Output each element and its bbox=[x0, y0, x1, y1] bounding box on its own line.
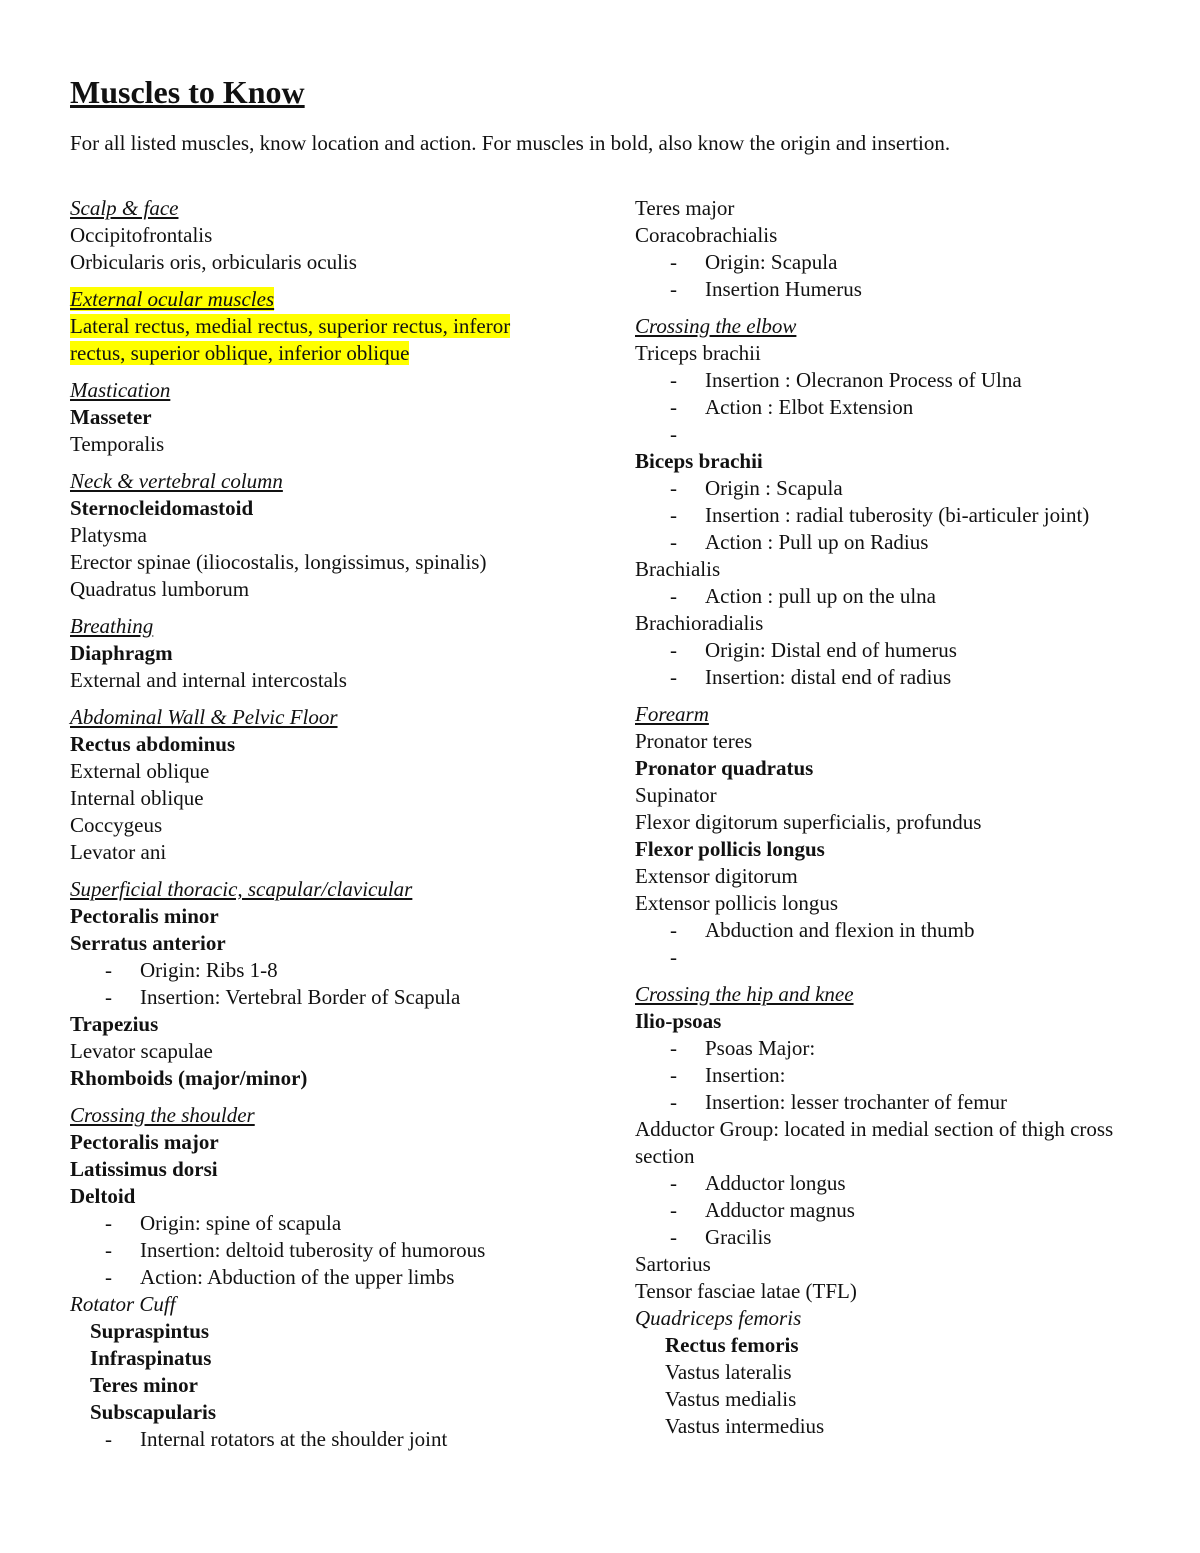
intro-text: For all listed muscles, know location and action. For muscles in bold, also know the origin and insertion. bbox=[70, 131, 951, 155]
muscle-name: Brachioradialis bbox=[635, 611, 764, 635]
muscle-item bbox=[70, 222, 570, 249]
muscle-item bbox=[70, 522, 570, 549]
muscle-item bbox=[70, 1011, 570, 1038]
section-heading: Rotator Cuff bbox=[70, 1292, 176, 1316]
muscle-name: Masseter bbox=[70, 405, 152, 429]
muscle-name: Subscapularis bbox=[90, 1400, 217, 1424]
muscle-name: Temporalis bbox=[70, 432, 165, 456]
muscle-name: Lateral rectus, medial rectus, superior rectus, inferor bbox=[70, 314, 511, 338]
section-crossing-the-hip-and-knee bbox=[635, 981, 1135, 1305]
muscle-item bbox=[635, 890, 1135, 917]
muscle-name: Tensor fasciae latae (TFL) bbox=[635, 1279, 857, 1303]
muscle-item bbox=[70, 1065, 570, 1092]
sub-item bbox=[635, 944, 1135, 971]
muscle-name: Occipitofrontalis bbox=[70, 223, 213, 247]
muscle-name: Infraspinatus bbox=[90, 1346, 212, 1370]
muscle-item bbox=[635, 1359, 1135, 1386]
sub-item bbox=[70, 1210, 570, 1237]
dash-bullet: - bbox=[670, 1198, 677, 1222]
muscle-name: Pectoralis minor bbox=[70, 904, 219, 928]
sub-item bbox=[70, 1264, 570, 1291]
muscle-name: Triceps brachii bbox=[635, 341, 761, 365]
dash-bullet: - bbox=[670, 945, 677, 969]
muscle-name: Vastus medialis bbox=[665, 1387, 797, 1411]
muscle-name: External oblique bbox=[70, 759, 210, 783]
sub-item-text: Insertion: Vertebral Border of Scapula bbox=[140, 985, 461, 1009]
section-mastication bbox=[70, 377, 570, 458]
muscle-name: Coccygeus bbox=[70, 813, 163, 837]
sub-item bbox=[635, 1035, 1135, 1062]
muscle-item bbox=[70, 812, 570, 839]
muscle-item bbox=[70, 576, 570, 603]
sub-item bbox=[635, 529, 1135, 556]
dash-bullet: - bbox=[670, 250, 677, 274]
muscle-name: Pronator quadratus bbox=[635, 756, 814, 780]
dash-bullet: - bbox=[670, 503, 677, 527]
section-superficial-thoracic-scapular-clavicular bbox=[70, 876, 570, 1092]
sub-item-text: Origin: Ribs 1-8 bbox=[140, 958, 278, 982]
page-title: Muscles to Know bbox=[70, 74, 305, 110]
sub-item-text bbox=[705, 421, 1135, 448]
section-heading: Breathing bbox=[70, 614, 154, 638]
section-heading: Abdominal Wall & Pelvic Floor bbox=[70, 705, 338, 729]
muscle-item bbox=[635, 610, 1135, 637]
dash-bullet: - bbox=[670, 530, 677, 554]
sub-item bbox=[635, 502, 1135, 529]
muscle-name: Ilio-psoas bbox=[635, 1009, 722, 1033]
muscle-name: Quadratus lumborum bbox=[70, 577, 250, 601]
sub-item-text: Insertion: lesser trochanter of femur bbox=[705, 1090, 1008, 1114]
sub-item-text: Action : pull up on the ulna bbox=[705, 584, 936, 608]
sub-item-text: Gracilis bbox=[705, 1225, 772, 1249]
sub-item-text: Origin : Scapula bbox=[705, 476, 843, 500]
sub-item bbox=[635, 276, 1135, 303]
muscle-item bbox=[635, 1251, 1135, 1278]
muscle-name: Teres minor bbox=[90, 1373, 198, 1397]
muscle-item bbox=[70, 667, 570, 694]
section-quadriceps-femoris bbox=[635, 1305, 1135, 1440]
sub-item bbox=[635, 583, 1135, 610]
sub-item-text: Adductor longus bbox=[705, 1171, 846, 1195]
dash-bullet: - bbox=[105, 1238, 112, 1262]
muscle-name: Flexor pollicis longus bbox=[635, 837, 825, 861]
section-heading: Mastication bbox=[70, 378, 171, 402]
muscle-item bbox=[635, 782, 1135, 809]
muscle-item bbox=[70, 1129, 570, 1156]
muscle-item bbox=[635, 448, 1135, 475]
sub-item-text: Action: Abduction of the upper limbs bbox=[140, 1265, 455, 1289]
muscle-item bbox=[635, 1116, 1135, 1170]
section-heading: External ocular muscles bbox=[70, 287, 275, 311]
muscle-item bbox=[635, 195, 1135, 222]
muscle-name: Latissimus dorsi bbox=[70, 1157, 218, 1181]
muscle-item bbox=[70, 249, 570, 276]
sub-item bbox=[635, 367, 1135, 394]
muscle-name: Diaphragm bbox=[70, 641, 173, 665]
sub-item bbox=[635, 1197, 1135, 1224]
sub-item bbox=[635, 421, 1135, 448]
muscle-name: Adductor Group: located in medial section of thigh cross section bbox=[635, 1117, 1114, 1168]
dash-bullet: - bbox=[670, 918, 677, 942]
section-heading: Crossing the shoulder bbox=[70, 1103, 255, 1127]
muscle-name: Flexor digitorum superficialis, profundus bbox=[635, 810, 982, 834]
muscle-item bbox=[635, 809, 1135, 836]
dash-bullet: - bbox=[105, 985, 112, 1009]
sub-item-text: Psoas Major: bbox=[705, 1036, 816, 1060]
muscle-item bbox=[70, 495, 570, 522]
muscle-item bbox=[70, 340, 570, 367]
muscle-item bbox=[70, 785, 570, 812]
muscle-name: Serratus anterior bbox=[70, 931, 226, 955]
section-heading: Neck & vertebral column bbox=[70, 469, 283, 493]
sub-item-text: Abduction and flexion in thumb bbox=[705, 918, 975, 942]
muscle-item bbox=[70, 839, 570, 866]
muscle-name: Levator ani bbox=[70, 840, 167, 864]
muscle-item bbox=[635, 1386, 1135, 1413]
dash-bullet: - bbox=[105, 1427, 112, 1451]
muscle-name: Pectoralis major bbox=[70, 1130, 219, 1154]
section-heading: Crossing the hip and knee bbox=[635, 982, 854, 1006]
section-crossing-the-shoulder bbox=[70, 1102, 570, 1291]
dash-bullet: - bbox=[670, 277, 677, 301]
dash-bullet: - bbox=[670, 584, 677, 608]
section-rotator-cuff bbox=[70, 1291, 570, 1453]
sub-item-text: Adductor magnus bbox=[705, 1198, 855, 1222]
sub-item bbox=[635, 475, 1135, 502]
muscle-name: Rectus femoris bbox=[665, 1333, 799, 1357]
muscle-item bbox=[635, 556, 1135, 583]
muscle-item bbox=[70, 1372, 570, 1399]
muscle-name: Sartorius bbox=[635, 1252, 711, 1276]
muscle-name: Platysma bbox=[70, 523, 147, 547]
muscle-item bbox=[635, 836, 1135, 863]
muscle-name: Supinator bbox=[635, 783, 717, 807]
sub-item-text bbox=[705, 944, 1135, 971]
muscle-name: Rhomboids (major/minor) bbox=[70, 1066, 308, 1090]
sub-item-text: Insertion Humerus bbox=[705, 277, 862, 301]
muscle-item bbox=[70, 1038, 570, 1065]
muscle-item bbox=[70, 1399, 570, 1426]
sub-item-text: Insertion : radial tuberosity (bi-articuler joint) bbox=[705, 503, 1090, 527]
muscle-item bbox=[635, 222, 1135, 249]
sub-item-text: Insertion : Olecranon Process of Ulna bbox=[705, 368, 1022, 392]
dash-bullet: - bbox=[670, 1036, 677, 1060]
sub-item-text: Insertion: deltoid tuberosity of humorous bbox=[140, 1238, 486, 1262]
muscle-item bbox=[70, 313, 570, 340]
section-forearm bbox=[635, 701, 1135, 971]
muscle-name: Vastus lateralis bbox=[665, 1360, 792, 1384]
muscle-item bbox=[70, 1156, 570, 1183]
muscle-item bbox=[635, 755, 1135, 782]
muscle-item bbox=[635, 1332, 1135, 1359]
section-heading: Superficial thoracic, scapular/clavicular bbox=[70, 877, 413, 901]
sub-item bbox=[635, 1062, 1135, 1089]
sub-item-text: Origin: Scapula bbox=[705, 250, 838, 274]
muscle-name: Erector spinae (iliocostalis, longissimus, spinalis) bbox=[70, 550, 487, 574]
muscle-item bbox=[70, 731, 570, 758]
dash-bullet: - bbox=[670, 422, 677, 446]
section-abdominal-wall-pelvic-floor bbox=[70, 704, 570, 866]
muscle-name: Supraspintus bbox=[90, 1319, 210, 1343]
muscle-name: Teres major bbox=[635, 196, 735, 220]
muscle-name: Rectus abdominus bbox=[70, 732, 236, 756]
muscle-item bbox=[70, 404, 570, 431]
muscle-item bbox=[70, 1183, 570, 1210]
dash-bullet: - bbox=[670, 1171, 677, 1195]
sub-item-text: Origin: spine of scapula bbox=[140, 1211, 342, 1235]
muscle-item bbox=[635, 1413, 1135, 1440]
muscle-name: Extensor pollicis longus bbox=[635, 891, 838, 915]
left-column bbox=[70, 195, 570, 1453]
sub-item bbox=[70, 984, 570, 1011]
muscle-name: Pronator teres bbox=[635, 729, 753, 753]
muscle-name: rectus, superior oblique, inferior oblique bbox=[70, 341, 410, 365]
muscle-name: Levator scapulae bbox=[70, 1039, 213, 1063]
muscle-item bbox=[70, 431, 570, 458]
sub-item bbox=[635, 249, 1135, 276]
sub-item bbox=[70, 1426, 570, 1453]
section-breathing bbox=[70, 613, 570, 694]
dash-bullet: - bbox=[670, 476, 677, 500]
muscle-name: Internal oblique bbox=[70, 786, 204, 810]
dash-bullet: - bbox=[670, 368, 677, 392]
section-neck-vertebral-column bbox=[70, 468, 570, 603]
muscle-item bbox=[70, 549, 570, 576]
sub-item bbox=[70, 1237, 570, 1264]
muscle-name: Deltoid bbox=[70, 1184, 136, 1208]
sub-item bbox=[635, 1170, 1135, 1197]
dash-bullet: - bbox=[105, 1265, 112, 1289]
section-external-ocular-muscles bbox=[70, 286, 570, 367]
sub-item bbox=[635, 637, 1135, 664]
right-column bbox=[635, 195, 1135, 1440]
muscle-item bbox=[635, 1278, 1135, 1305]
section-section bbox=[635, 195, 1135, 303]
dash-bullet: - bbox=[670, 1063, 677, 1087]
muscle-name: Extensor digitorum bbox=[635, 864, 798, 888]
sub-item-text: Insertion: bbox=[705, 1063, 786, 1087]
muscle-name: Vastus intermedius bbox=[665, 1414, 825, 1438]
section-heading: Scalp & face bbox=[70, 196, 179, 220]
sub-item bbox=[635, 1224, 1135, 1251]
sub-item-text: Action : Elbot Extension bbox=[705, 395, 914, 419]
muscle-name: Trapezius bbox=[70, 1012, 159, 1036]
dash-bullet: - bbox=[670, 395, 677, 419]
muscle-name: Sternocleidomastoid bbox=[70, 496, 254, 520]
muscle-item bbox=[635, 340, 1135, 367]
muscle-item bbox=[70, 903, 570, 930]
sub-item bbox=[635, 917, 1135, 944]
section-heading: Quadriceps femoris bbox=[635, 1306, 802, 1330]
sub-item-text: Insertion: distal end of radius bbox=[705, 665, 952, 689]
muscle-item bbox=[70, 1318, 570, 1345]
sub-item bbox=[635, 394, 1135, 421]
sub-item bbox=[70, 957, 570, 984]
muscle-item bbox=[70, 1345, 570, 1372]
muscle-name: Orbicularis oris, orbicularis oculis bbox=[70, 250, 357, 274]
muscle-item bbox=[635, 1008, 1135, 1035]
section-crossing-the-elbow bbox=[635, 313, 1135, 691]
muscle-name: Brachialis bbox=[635, 557, 721, 581]
sub-item-text: Internal rotators at the shoulder joint bbox=[140, 1427, 448, 1451]
muscle-item bbox=[635, 728, 1135, 755]
muscle-item bbox=[635, 863, 1135, 890]
section-heading: Forearm bbox=[635, 702, 709, 726]
dash-bullet: - bbox=[105, 958, 112, 982]
dash-bullet: - bbox=[670, 1225, 677, 1249]
muscle-item bbox=[70, 930, 570, 957]
sub-item bbox=[635, 1089, 1135, 1116]
dash-bullet: - bbox=[670, 1090, 677, 1114]
sub-item bbox=[635, 664, 1135, 691]
sub-item-text: Origin: Distal end of humerus bbox=[705, 638, 957, 662]
section-heading: Crossing the elbow bbox=[635, 314, 797, 338]
muscle-item bbox=[70, 640, 570, 667]
muscle-name: Coracobrachialis bbox=[635, 223, 778, 247]
muscle-name: Biceps brachii bbox=[635, 449, 763, 473]
dash-bullet: - bbox=[105, 1211, 112, 1235]
dash-bullet: - bbox=[670, 665, 677, 689]
sub-item-text: Action : Pull up on Radius bbox=[705, 530, 929, 554]
dash-bullet: - bbox=[670, 638, 677, 662]
section-scalp-face bbox=[70, 195, 570, 276]
muscle-name: External and internal intercostals bbox=[70, 668, 347, 692]
muscle-item bbox=[70, 758, 570, 785]
